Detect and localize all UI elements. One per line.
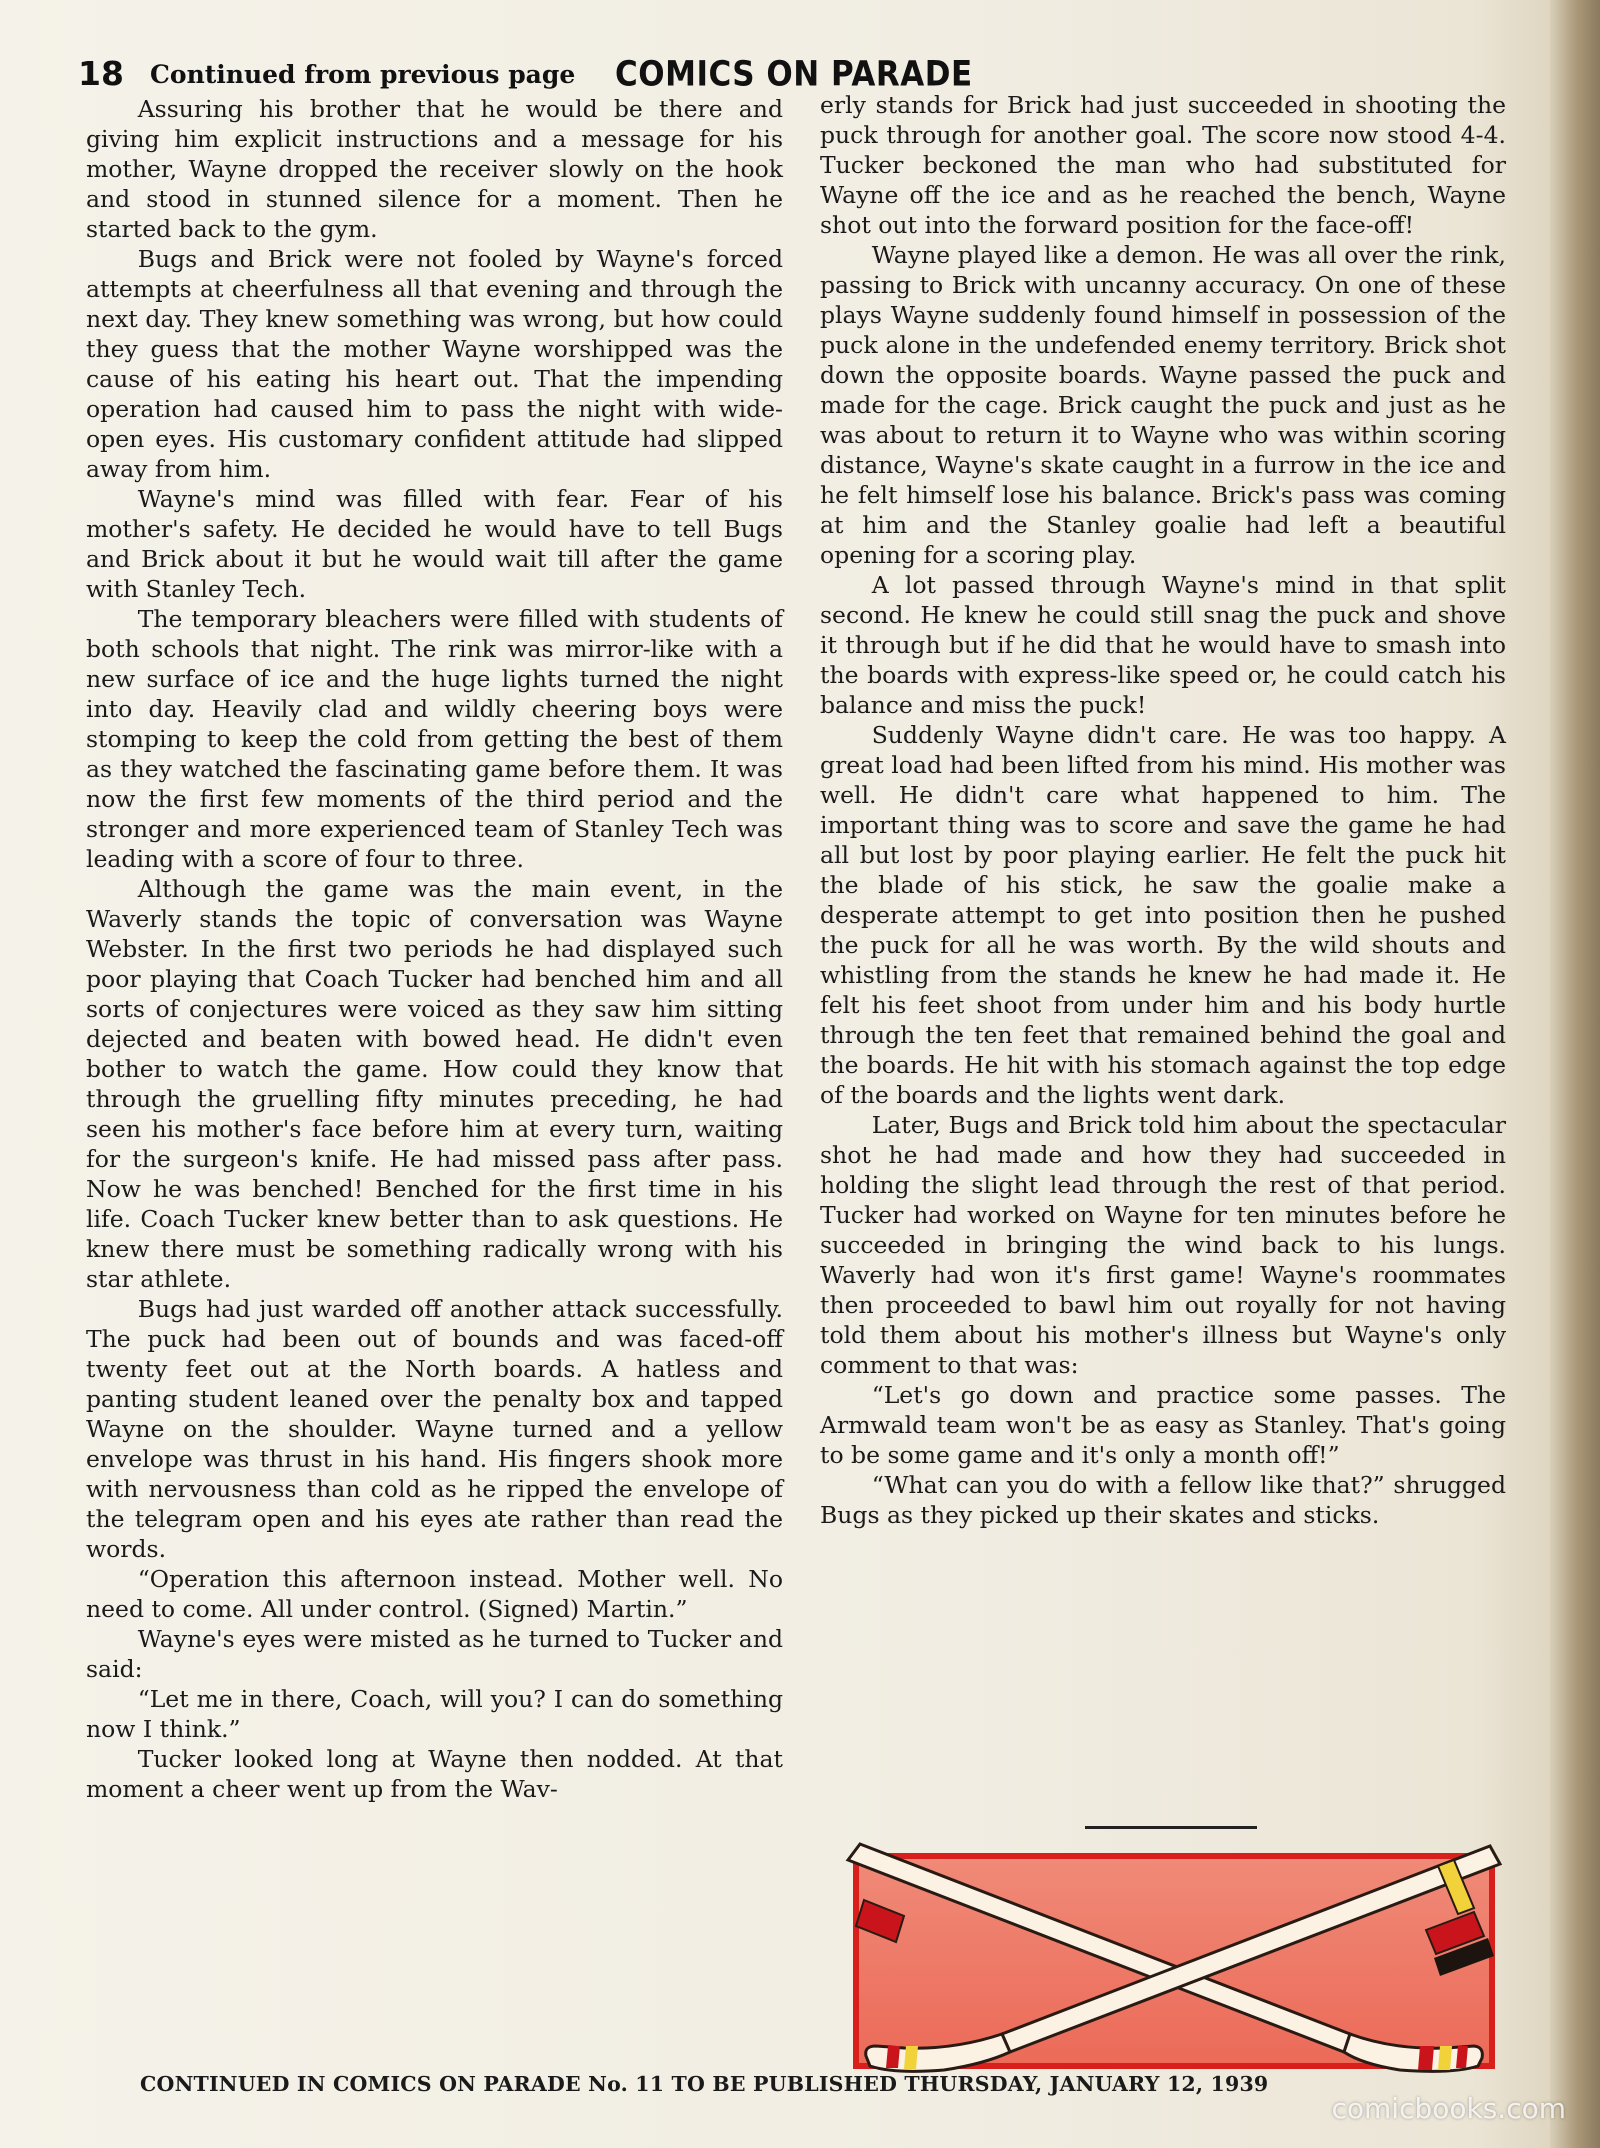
story-paragraph: erly stands for Brick had just succeeded in shooting the puck through for another goal. The score now stood 4-4. Tucker beckoned the man who had substituted for Wayne off the ice and as he reached the bench, Wayne shot out into the forward position for the face-off!	[820, 91, 1506, 239]
story-paragraph: Wayne's eyes were misted as he turned to Tucker and said:	[86, 1625, 783, 1683]
continued-from-label: Continued from previous page	[150, 60, 576, 89]
publication-title: COMICS ON PARADE	[615, 54, 973, 95]
page-binding-edge	[1550, 0, 1600, 2148]
story-paragraph: Wayne played like a demon. He was all over the rink, passing to Brick with uncanny accuracy. On one of these plays Wayne suddenly found himself in possession of the puck alone in the undefended enemy territory. Brick shot down the opposite boards. Wayne passed the puck and made for the cage. Brick caught the puck and just as he was about to return it to Wayne who was within scoring distance, Wayne's skate caught in a furrow in the ice and he felt himself lose his balance. Brick's pass was coming at him and the Stanley goalie had left a beautiful opening for a scoring play.	[820, 241, 1506, 569]
story-paragraph: A lot passed through Wayne's mind in that split second. He knew he could still snag the puck and shove it through but if he did that he would have to smash into the boards with express-like speed or, he could catch his balance and miss the puck!	[820, 571, 1506, 719]
story-paragraph: Bugs and Brick were not fooled by Wayne's forced attempts at cheerfulness all that evening and through the next day. They knew something was wrong, but how could they guess that the mother Wayne worshipped was the cause of his eating his heart out. That the impending operation had caused him to pass the night with wide-open eyes. His customary confident attitude had slipped away from him.	[86, 245, 783, 483]
story-paragraph: Wayne's mind was filled with fear. Fear of his mother's safety. He decided he would have to tell Bugs and Brick about it but he would wait till after the game with Stanley Tech.	[86, 485, 783, 603]
story-paragraph: “Let me in there, Coach, will you? I can do something now I think.”	[86, 1685, 783, 1743]
crossed-hockey-sticks-icon	[834, 1838, 1514, 2082]
story-paragraph: Tucker looked long at Wayne then nodded. At that moment a cheer went up from the Wav-	[86, 1745, 783, 1803]
page-number: 18	[78, 54, 124, 93]
story-paragraph: Assuring his brother that he would be there and giving him explicit instructions and a message for his mother, Wayne dropped the receiver slowly on the hook and stood in stunned silence for a moment. Then he started back to the gym.	[86, 95, 783, 243]
story-paragraph: “What can you do with a fellow like that?” shrugged Bugs as they picked up their skates and sticks.	[820, 1471, 1506, 1529]
continued-in-notice: CONTINUED IN COMICS ON PARADE No. 11 TO BE PUBLISHED THURSDAY, JANUARY 12, 1939	[140, 2072, 1269, 2096]
watermark: comicbooks.com	[1331, 2092, 1566, 2125]
story-paragraph: Later, Bugs and Brick told him about the spectacular shot he had made and how they had succeeded in holding the slight lead through the rest of that period. Tucker had worked on Wayne for ten minutes before he succeeded in bringing the wind back to his lungs. Waverly had won it's first game! Wayne's roommates then proceeded to bawl him out royally for not having told them about his mother's illness but Wayne's only comment to that was:	[820, 1111, 1506, 1379]
story-paragraph: “Let's go down and practice some passes. The Armwald team won't be as easy as Stanley. That's going to be some game and it's only a month off!”	[820, 1381, 1506, 1469]
story-paragraph: Suddenly Wayne didn't care. He was too happy. A great load had been lifted from his mind. His mother was well. He didn't care what happened to him. The important thing was to score and save the game he had all but lost by poor playing earlier. He felt the puck hit the blade of his stick, he saw the goalie make a desperate attempt to get into position then he pushed the puck for all he was worth. By the wild shouts and whistling from the stands he knew he had made it. He felt his feet shoot from under him and his body hurtle through the ten feet that remained behind the goal and the boards. He hit with his stomach against the top edge of the boards and the lights went dark.	[820, 721, 1506, 1109]
story-column-right	[820, 90, 1506, 1530]
story-paragraph: The temporary bleachers were filled with students of both schools that night. The rink was mirror-like with a new surface of ice and the huge lights turned the night into day. Heavily clad and wildly cheering boys were stomping to keep the cold from getting the best of them as they watched the fascinating game before them. It was now the first few moments of the third period and the stronger and more experienced team of Stanley Tech was leading with a score of four to three.	[86, 605, 783, 873]
story-paragraph: Although the game was the main event, in the Waverly stands the topic of conversation was Wayne Webster. In the first two periods he had displayed such poor playing that Coach Tucker had benched him and all sorts of conjectures were voiced as they saw him sitting dejected and beaten with bowed head. He didn't even bother to watch the game. How could they know that through the gruelling fifty minutes preceding, he had seen his mother's face before him at every turn, waiting for the surgeon's knife. He had missed pass after pass. Now he was benched! Benched for the first time in his life. Coach Tucker knew better than to ask questions. He knew there must be something radically wrong with his star athlete.	[86, 875, 783, 1293]
story-paragraph: “Operation this afternoon instead. Mother well. No need to come. All under control. (Signed) Martin.”	[86, 1565, 783, 1623]
section-divider	[1085, 1826, 1257, 1829]
story-paragraph: Bugs had just warded off another attack successfully. The puck had been out of bounds and was faced-off twenty feet out at the North boards. A hatless and panting student leaned over the penalty box and tapped Wayne on the shoulder. Wayne turned and a yellow envelope was thrust in his hand. His fingers shook more with nervousness than cold as he ripped the envelope of the telegram open and his eyes ate rather than read the words.	[86, 1295, 783, 1563]
story-column-left	[86, 94, 783, 1804]
